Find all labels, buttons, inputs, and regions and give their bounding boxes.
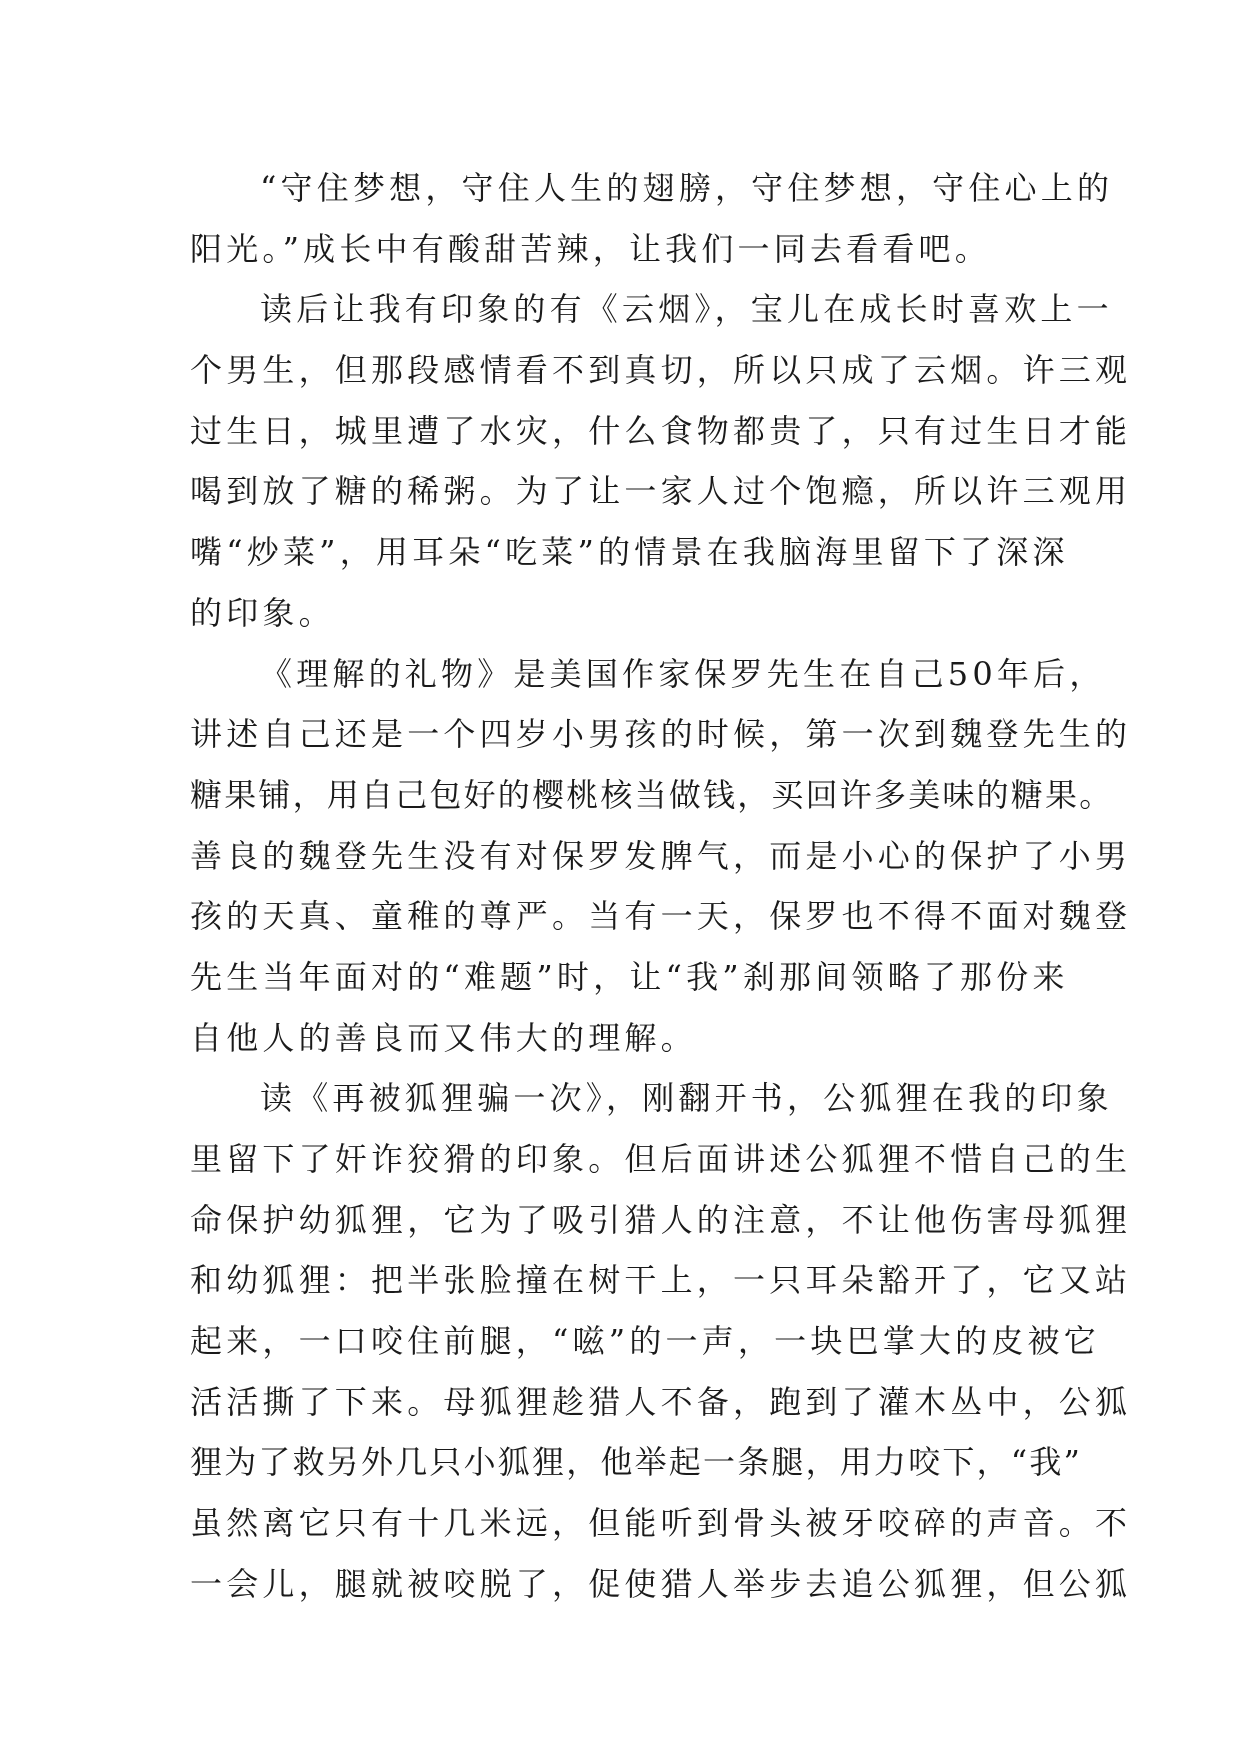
text-line: 命保护幼狐狸，它为了吸引猎人的注意，不让他伤害母狐狸: [190, 1200, 1132, 1239]
text-line: 一会儿，腿就被咬脱了，促使猎人举步去追公狐狸，但公狐: [190, 1564, 1132, 1603]
text-line: 糖果铺，用自己包好的樱桃核当做钱，买回许多美味的糖果。: [190, 775, 1114, 814]
text-line: 阳光。”成长中有酸甜苦辣，让我们一同去看看吧。: [190, 229, 991, 268]
text-line: 孩的天真、童稚的尊严。当有一天，保罗也不得不面对魏登: [190, 897, 1132, 936]
text-line: “守住梦想，守住人生的翅膀，守住梦想，守住心上的: [260, 169, 1114, 207]
text-line: 的印象。: [190, 593, 335, 632]
text-line: 讲述自己还是一个四岁小男孩的时候，第一次到魏登先生的: [190, 715, 1132, 754]
text-line: 活活撕了下来。母狐狸趁猎人不备，跑到了灌木丛中，公狐: [190, 1382, 1132, 1421]
text-line: 虽然离它只有十几米远，但能听到骨头被牙咬碎的声音。不: [190, 1504, 1132, 1543]
text-line: 个男生，但那段感情看不到真切，所以只成了云烟。许三观: [190, 351, 1132, 390]
text-line: 读《再被狐狸骗一次》，刚翻开书，公狐狸在我的印象: [260, 1079, 1113, 1118]
text-line: 过生日，城里遭了水灾，什么食物都贵了，只有过生日才能: [190, 411, 1132, 450]
text-line: 《理解的礼物》是美国作家保罗先生在自己50年后，: [260, 654, 1106, 693]
text-line: 喝到放了糖的稀粥。为了让一家人过个饱瘾，所以许三观用: [190, 472, 1132, 511]
text-line: 起来，一口咬住前腿，“嗞”的一声，一块巴掌大的皮被它: [190, 1322, 1100, 1361]
text-line: 和幼狐狸：把半张脸撞在树干上，一只耳朵豁开了，它又站: [190, 1261, 1132, 1300]
text-line: 狸为了救另外几只小狐狸，他举起一条腿，用力咬下，“我”: [190, 1443, 1083, 1482]
text-line: 里留下了奸诈狡猾的印象。但后面讲述公狐狸不惜自己的生: [190, 1140, 1132, 1178]
body-text: [190, 158, 1132, 1615]
text-line: 自他人的善良而又伟大的理解。: [190, 1018, 697, 1057]
text-line: 读后让我有印象的有《云烟》，宝儿在成长时喜欢上一: [260, 290, 1113, 329]
text-line: 先生当年面对的“难题”时，让“我”刹那间领略了那份来: [190, 957, 1069, 996]
text-line: 嘴“炒菜”，用耳朵“吃菜”的情景在我脑海里留下了深深: [190, 533, 1069, 572]
text-line: 善良的魏登先生没有对保罗发脾气，而是小心的保护了小男: [190, 836, 1132, 875]
